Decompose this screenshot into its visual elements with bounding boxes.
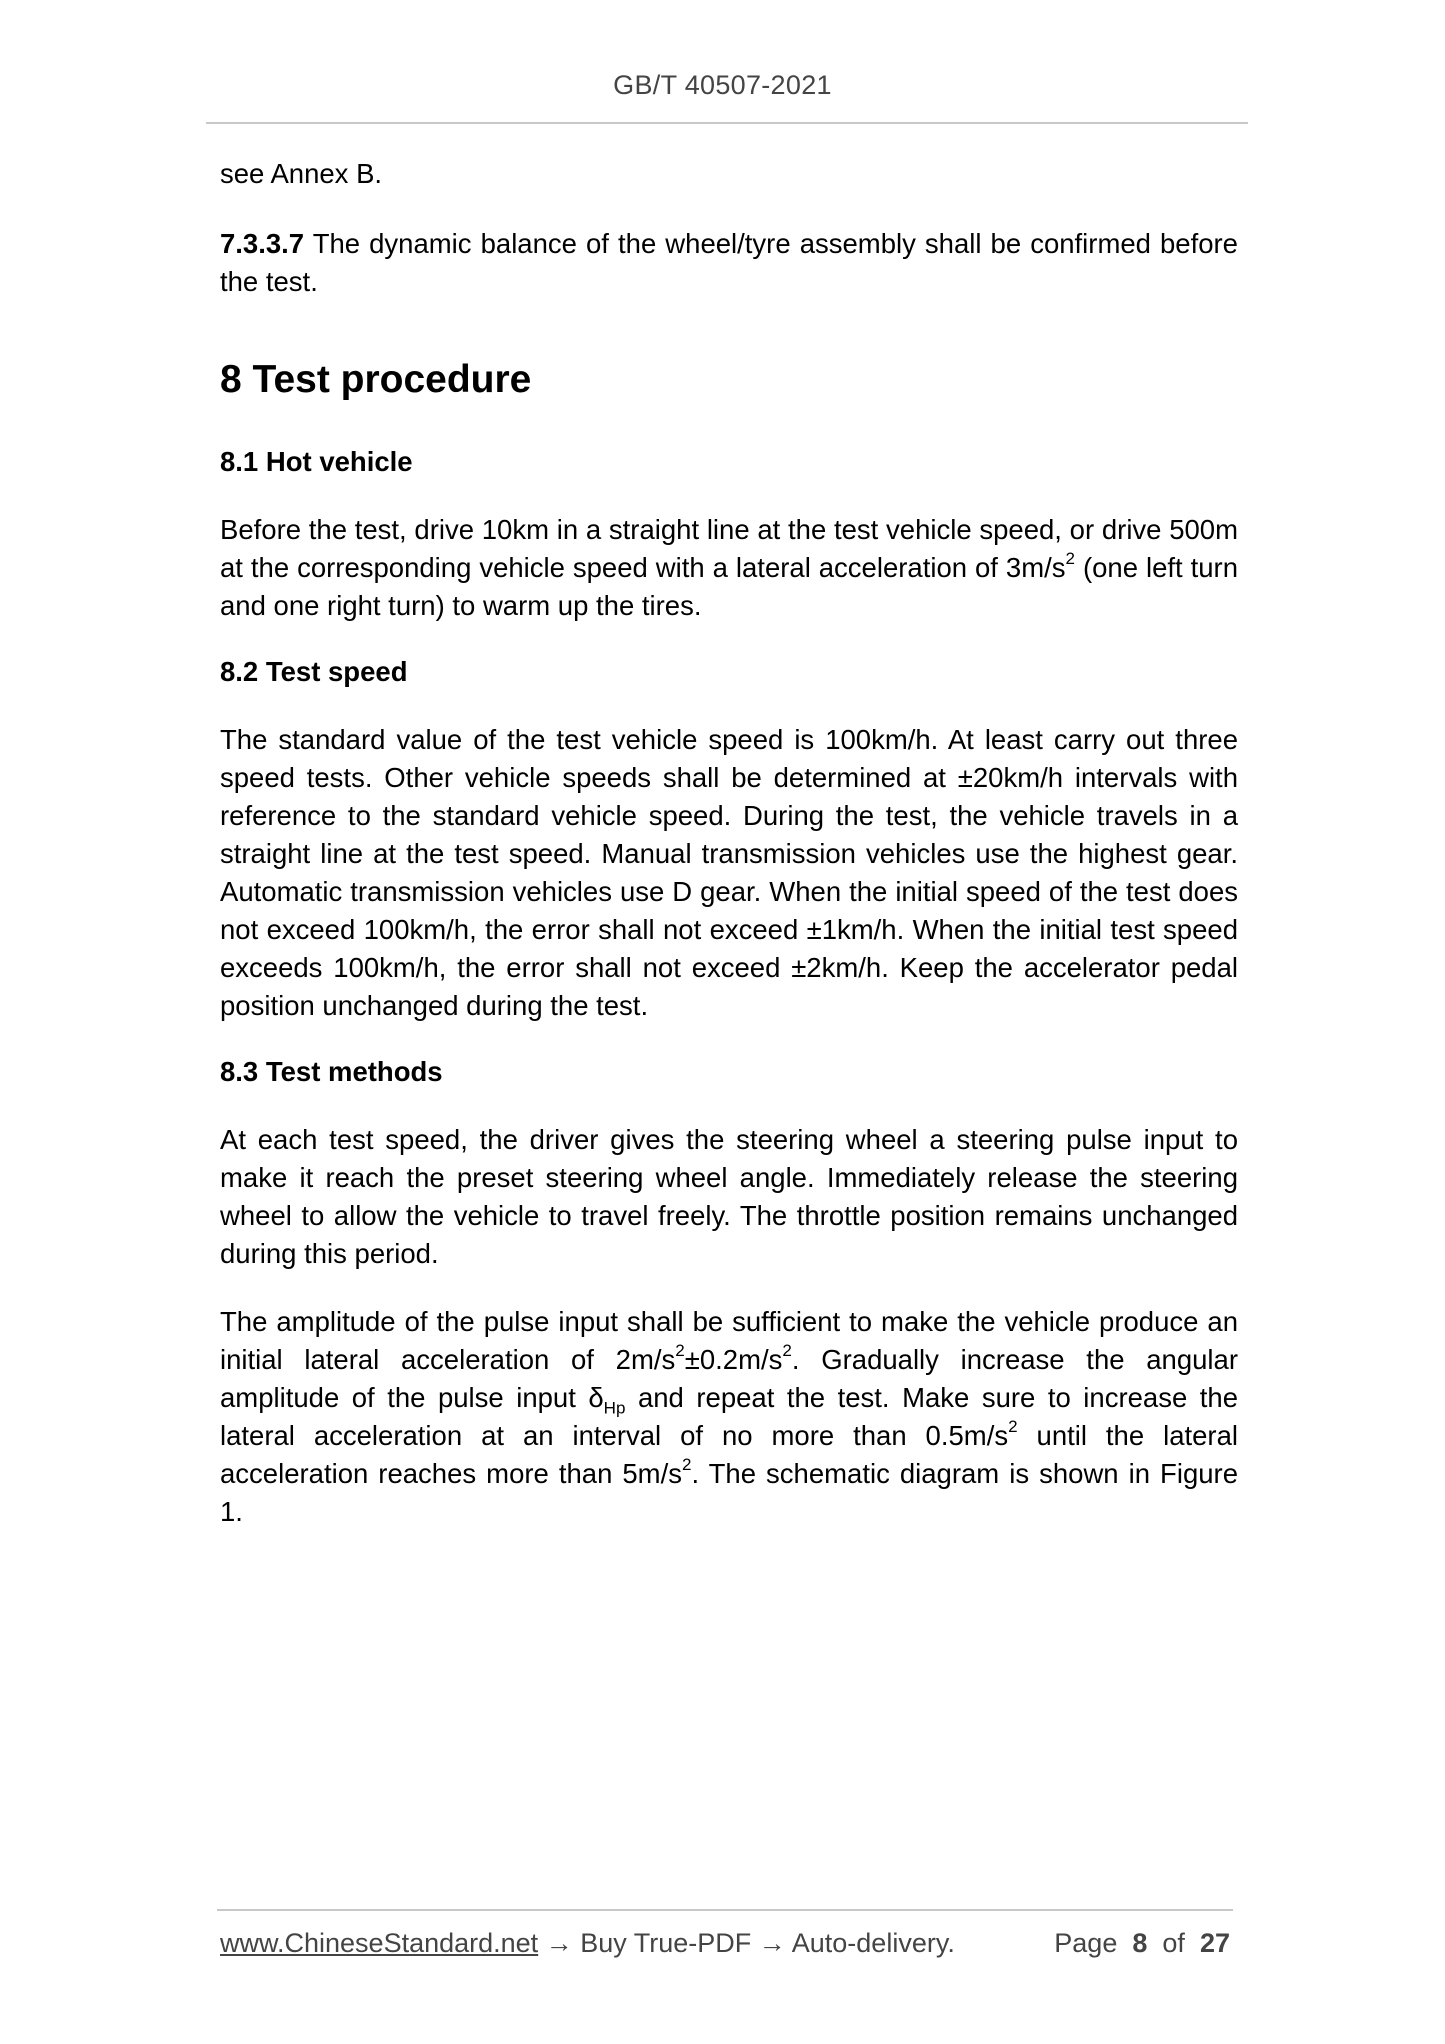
footer-divider (217, 1909, 1233, 1911)
standard-code: GB/T 40507-2021 (613, 70, 832, 100)
superscript: 2 (1008, 1417, 1018, 1437)
section-8-3-paragraph-2 (220, 1303, 1238, 1531)
superscript: 2 (782, 1341, 792, 1361)
subscript: Hp (603, 1398, 626, 1418)
text-run: until the lateral acceleration reaches more than 5m/s (220, 1420, 1238, 1489)
page-label: Page (1054, 1928, 1118, 1958)
superscript: 2 (675, 1341, 685, 1361)
total-pages: 27 (1199, 1928, 1230, 1958)
section-8-2-text: The standard value of the test vehicle speed is 100km/h. At least carry out three speed tests. Other vehicle speeds shall be determined at ±20km/h intervals with reference to the standard vehicle speed. During the test, the vehicle travels in a straight line at the test speed. Manual transmission vehicles use the highest gear. Automatic transmission vehicles use D gear. When the initial speed of the test does not exceed 100km/h, the error shall not exceed ±1km/h. When the initial test speed exceeds 100km/h, the error shall not exceed ±2km/h. Keep the accelerator pedal position unchanged during the test. (220, 724, 1238, 1021)
section-8-2-title: 8.2 Test speed (220, 656, 408, 687)
clause-text: The dynamic balance of the wheel/tyre assembly shall be confirmed before the test. (220, 228, 1238, 297)
text-run: (one left turn and one right turn) to warm up the tires. (220, 552, 1238, 621)
of-label: of (1162, 1928, 1185, 1958)
superscript: 2 (681, 1455, 692, 1475)
text-run: The amplitude of the pulse input shall be sufficient to make the vehicle produce an initial lateral acceleration of 2m/s (220, 1306, 1238, 1375)
site-link[interactable]: www.ChineseStandard.net (220, 1928, 539, 1958)
current-page: 8 (1132, 1928, 1148, 1958)
document-body (220, 155, 1238, 1531)
annex-reference: see Annex B. (220, 158, 383, 189)
clause-number: 7.3.3.7 (220, 228, 305, 259)
section-8-3-paragraph-1: At each test speed, the driver gives the steering wheel a steering pulse input to make it reach the preset steering wheel angle. Immediately release the steering wheel to allow the vehicle to travel freely. The throttle position remains unchanged during this period. (220, 1124, 1238, 1269)
section-8-title: 8 Test procedure (220, 358, 532, 401)
clause-7-3-3-7 (220, 225, 1238, 301)
text-run: . The schematic diagram is shown in Figure 1. (220, 1458, 1239, 1527)
text-run: Before the test, drive 10km in a straight line at the test vehicle speed, or drive 500m at the corresponding vehicle speed with a lateral acceleration of 3m/s (220, 514, 1238, 583)
text-run: . Gradually increase the angular amplitude of the pulse input δ (220, 1344, 1238, 1413)
page-number (1054, 1928, 1230, 1959)
footer-promo (220, 1928, 955, 1959)
section-8-3-title: 8.3 Test methods (220, 1056, 443, 1087)
footer-promo-text-2: → Auto-delivery. (758, 1928, 955, 1958)
footer-promo-text-1: → Buy True-PDF (538, 1928, 759, 1958)
section-8-1-title: 8.1 Hot vehicle (220, 446, 413, 477)
section-8-1-text (220, 511, 1238, 625)
header-divider (206, 122, 1248, 124)
text-run: ±0.2m/s (684, 1344, 783, 1375)
text-run: and repeat the test. Make sure to increase the lateral acceleration at an interval of no more than 0.5m/s (220, 1382, 1238, 1451)
superscript: 2 (1065, 549, 1075, 569)
